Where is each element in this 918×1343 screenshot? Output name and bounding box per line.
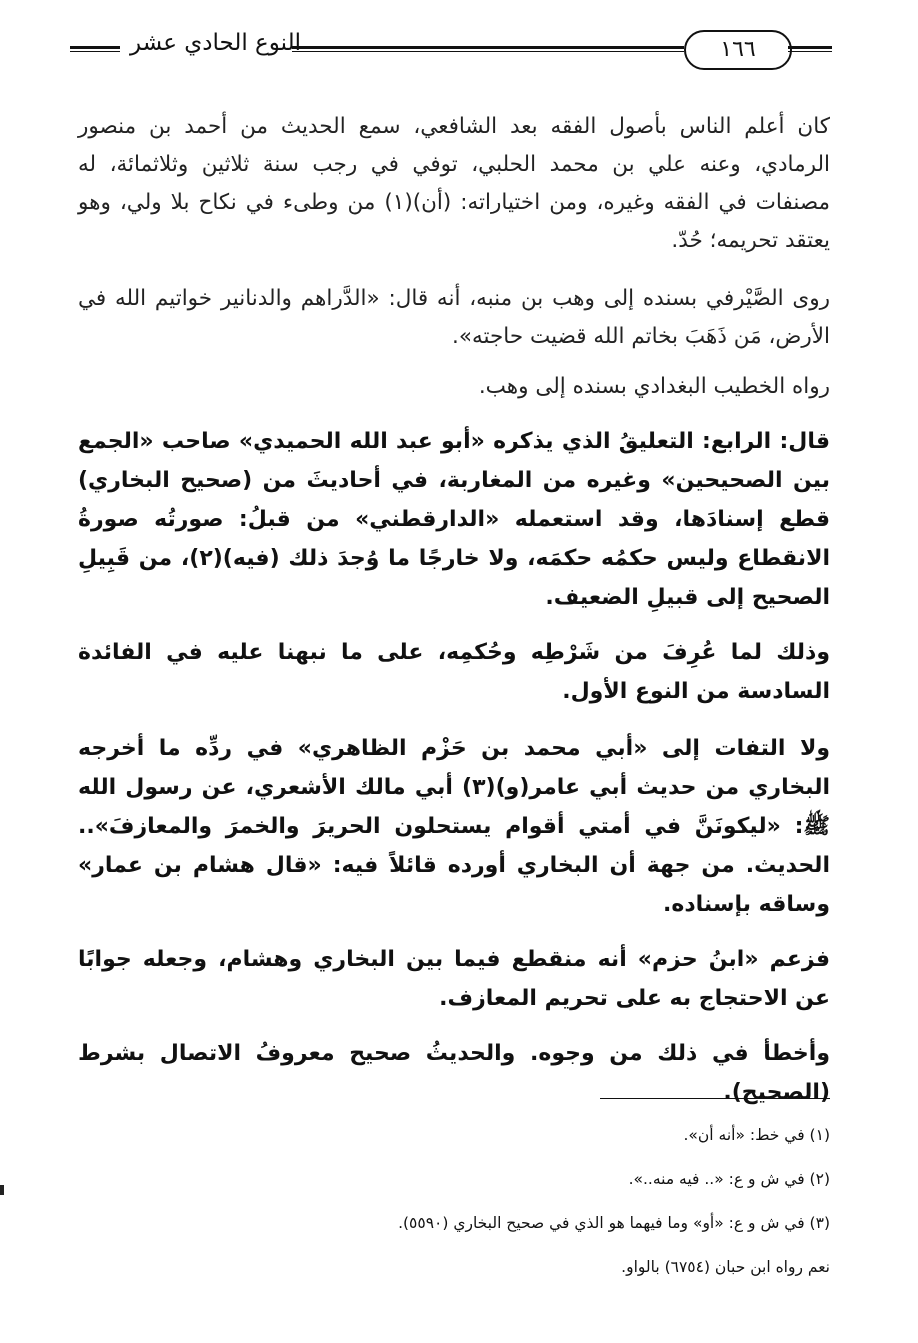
footnotes — [78, 1124, 830, 1278]
header-rule-left — [70, 46, 120, 52]
page-number-badge: ١٦٦ — [684, 30, 792, 70]
header-rule-middle — [292, 46, 684, 52]
scan-edge-mark — [0, 1185, 4, 1195]
paragraph: رواه الخطيب البغدادي بسنده إلى وهب. — [478, 374, 830, 399]
paragraph: ولا التفات إلى «أبي محمد بن حَزْم الظاهري» في ردِّه ما أخرجه البخاري من حديث أبي عامر(و)(٣) أبي مالك الأشعري، عن رسول الله ﷺ: «ليكونَنَّ في أمتي أقوام يستحلون الحريرَ والخمرَ والمعازفَ».. الحديث. من جهة أن البخاري أورده قائلاً فيه: «قال هشام بن عمار» وساقه بإسناده. — [78, 736, 830, 917]
footnote: نعم رواه ابن حبان (٦٧٥٤) بالواو. — [621, 1258, 830, 1276]
paragraph: كان أعلم الناس بأصول الفقه بعد الشافعي، سمع الحديث من أحمد بن منصور الرمادي، وعنه علي بن محمد الحلبي، توفي في رجب سنة ثلاثين وثلاثمائة، له مصنفات في الفقه وغيره، ومن اختياراته: (أن)(١) من وطىء في نكاح بلا ولي، وهو يعتقد تحريمه؛ حُدّ. — [78, 114, 830, 253]
footnote: (٣) في ش و ع: «أو» وما فيهما هو الذي في صحيح البخاري (٥٥٩٠). — [398, 1214, 830, 1232]
footnote: (١) في خط: «أنه أن». — [683, 1126, 830, 1144]
paragraph: فزعم «ابنُ حزم» أنه منقطع فيما بين البخاري وهشام، وجعله جوابًا عن الاحتجاج به على تحريم المعازف. — [78, 947, 830, 1011]
running-title: النوع الحادي عشر — [130, 30, 301, 56]
paragraph: روى الصَّيْرفي بسنده إلى وهب بن منبه، أنه قال: «الدَّراهم والدنانير خواتيم الله في الأرض، مَن ذَهَبَ بخاتم الله قضيت حاجته». — [78, 286, 830, 349]
footnote-separator — [600, 1098, 830, 1099]
paragraph: وأخطأ في ذلك من وجوه. والحديثُ صحيح معروفُ الاتصال بشرط (الصحيح). — [78, 1041, 830, 1105]
main-text — [78, 108, 830, 1112]
header-rule-right — [788, 46, 832, 52]
footnote: (٢) في ش و ع: «.. فيه منه..». — [628, 1170, 830, 1188]
page-header — [70, 22, 832, 74]
paragraph: قال: الرابع: التعليقُ الذي يذكره «أبو عبد الله الحميدي» صاحب «الجمع بين الصحيحين» وغيره من المغاربة، في أحاديثَ من (صحيح البخاري) قطع إسنادَها، وقد استعمله «الدارقطني» من قبلُ: صورتُه صورةُ الانقطاع وليس حكمُه حكمَه، ولا خارجًا ما وُجدَ ذلك (فيه)(٢)، من قَبِيلِ الصحيح إلى قبيلِ الضعيف. — [78, 429, 830, 610]
paragraph: وذلك لما عُرِفَ من شَرْطِه وحُكمِه، على ما نبهنا عليه في الفائدة السادسة من النوع الأول. — [78, 640, 830, 704]
